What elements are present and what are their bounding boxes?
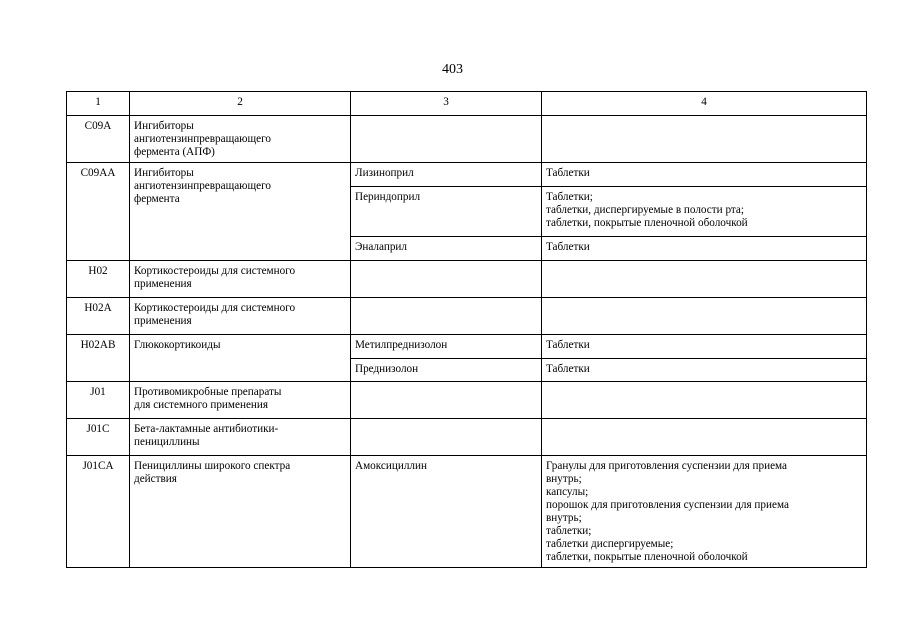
page-number: 403 [442, 62, 463, 77]
drug-table [66, 91, 867, 568]
drug-name-cell: Преднизолон [351, 359, 542, 382]
group-name-cell [130, 261, 351, 298]
atc-code-cell: H02A [67, 298, 130, 335]
group-name-line: Ингибиторы [134, 120, 194, 132]
header-row [67, 92, 867, 116]
atc-code-cell: J01 [67, 382, 130, 419]
group-name-line: применения [134, 278, 192, 290]
table-row [67, 382, 867, 419]
table-row [67, 116, 867, 163]
drug-name-cell: Амоксициллин [351, 456, 542, 568]
dosage-form-line: Таблетки [546, 339, 590, 351]
group-name-line: применения [134, 315, 192, 327]
group-name-line: ангиотензинпревращающего [134, 133, 272, 145]
dosage-form-line: таблетки, покрытые пленочной оболочкой [546, 551, 748, 563]
group-name-line: ангиотензинпревращающего [134, 180, 272, 192]
dosage-form-cell [542, 382, 867, 419]
atc-code-cell: H02AB [67, 335, 130, 382]
atc-code-cell: H02 [67, 261, 130, 298]
column-header: 1 [67, 92, 130, 116]
dosage-form-line: Гранулы для приготовления суспензии для приема [546, 460, 788, 472]
group-name-line: действия [134, 473, 177, 485]
dosage-form-line: капсулы; [546, 486, 589, 498]
drug-name-cell [351, 419, 542, 456]
table-row [67, 261, 867, 298]
atc-code-cell: C09AA [67, 163, 130, 261]
dosage-form-cell [542, 163, 867, 187]
dosage-form-line: Таблетки [546, 363, 590, 375]
atc-code-cell: J01C [67, 419, 130, 456]
group-name-line: фермента (АПФ) [134, 146, 215, 158]
group-name-line: Ингибиторы [134, 167, 194, 179]
drug-name-cell [351, 116, 542, 163]
dosage-form-line: таблетки; [546, 525, 592, 537]
dosage-form-line: Таблетки [546, 241, 590, 253]
dosage-form-cell [542, 419, 867, 456]
group-name-line: для системного применения [134, 399, 269, 411]
atc-code-cell: C09A [67, 116, 130, 163]
dosage-form-cell [542, 359, 867, 382]
drug-name-cell [351, 298, 542, 335]
dosage-form-cell [542, 116, 867, 163]
group-name-cell [130, 116, 351, 163]
dosage-form-cell [542, 335, 867, 359]
dosage-form-cell [542, 237, 867, 261]
group-name-line: фермента [134, 193, 180, 205]
dosage-form-line: Таблетки [546, 167, 590, 179]
group-name-cell [130, 382, 351, 419]
dosage-form-line: таблетки, покрытые пленочной оболочкой [546, 217, 748, 229]
dosage-form-line: таблетки диспергируемые; [546, 538, 674, 550]
group-name-cell [130, 419, 351, 456]
table-row [67, 456, 867, 568]
drug-name-cell: Периндоприл [351, 187, 542, 237]
group-name-line: Противомикробные препараты [134, 386, 282, 398]
dosage-form-line: Таблетки; [546, 191, 593, 203]
dosage-form-cell [542, 456, 867, 568]
group-name-line: Кортикостероиды для системного [134, 302, 296, 314]
dosage-form-line: внутрь; [546, 473, 582, 485]
group-name-line: Глюкокортикоиды [134, 339, 221, 351]
group-name-cell [130, 298, 351, 335]
drug-name-cell: Лизиноприл [351, 163, 542, 187]
dosage-form-cell [542, 187, 867, 237]
drug-name-cell: Метилпреднизолон [351, 335, 542, 359]
table-body [67, 116, 867, 568]
column-header: 2 [130, 92, 351, 116]
group-name-line: пенициллины [134, 436, 200, 448]
drug-name-cell: Эналаприл [351, 237, 542, 261]
dosage-form-cell [542, 298, 867, 335]
column-header: 4 [542, 92, 867, 116]
group-name-cell [130, 456, 351, 568]
dosage-form-line: внутрь; [546, 512, 582, 524]
atc-code-cell: J01CA [67, 456, 130, 568]
table-row [67, 163, 867, 187]
group-name-line: Бета-лактамные антибиотики- [134, 423, 279, 435]
drug-name-cell [351, 382, 542, 419]
group-name-cell [130, 163, 351, 261]
dosage-form-line: порошок для приготовления суспензии для приема [546, 499, 789, 511]
group-name-cell [130, 335, 351, 382]
group-name-line: Кортикостероиды для системного [134, 265, 296, 277]
drug-name-cell [351, 261, 542, 298]
group-name-line: Пенициллины широкого спектра [134, 460, 291, 472]
table-row [67, 335, 867, 359]
dosage-form-cell [542, 261, 867, 298]
table-row [67, 298, 867, 335]
column-header: 3 [351, 92, 542, 116]
dosage-form-line: таблетки, диспергируемые в полости рта; [546, 204, 744, 216]
table-row [67, 419, 867, 456]
